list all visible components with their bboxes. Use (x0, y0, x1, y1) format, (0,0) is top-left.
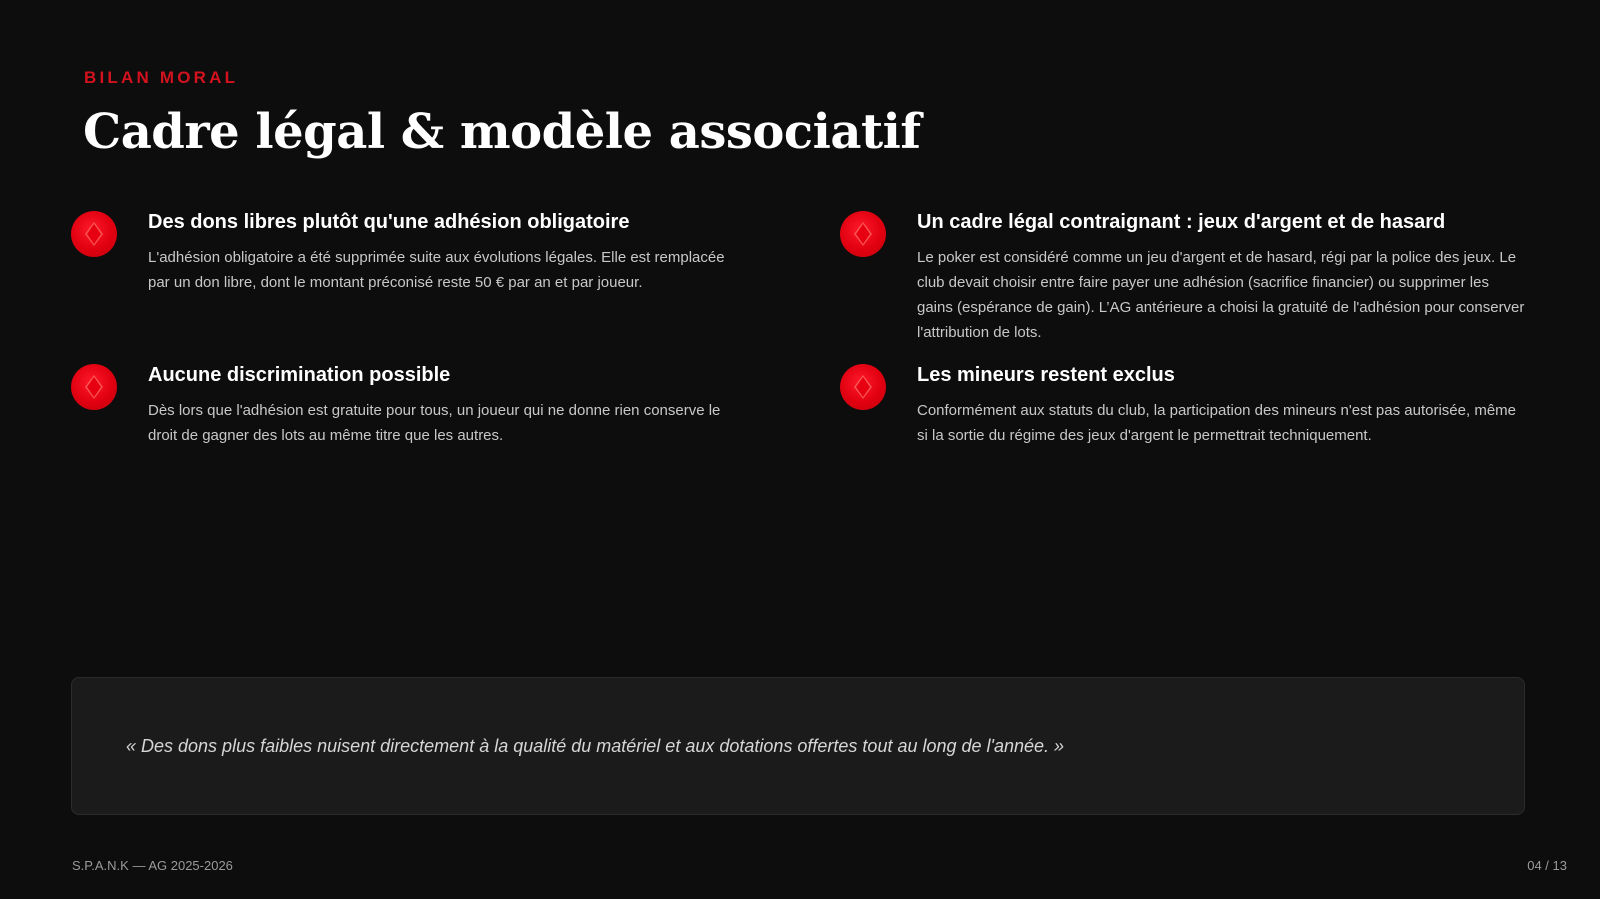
point-heading: Un cadre légal contraignant : jeux d'argent et de hasard (917, 211, 1446, 233)
quote-text: « Des dons plus faibles nuisent directement à la qualité du matériel et aux dotations offertes tout au long de l'année. » (126, 735, 1065, 756)
point-body: Dès lors que l'adhésion est gratuite pour tous, un joueur qui ne donne rien conserve le droit de gagner des lots au même titre que les autres. (148, 402, 721, 444)
point-heading: Aucune discrimination possible (148, 364, 451, 386)
point-discrimination (71, 363, 761, 448)
diamond-suit-icon (840, 211, 886, 257)
quote-box (71, 677, 1525, 815)
diamond-suit-icon (71, 211, 117, 257)
page-number: 04 / 13 (1527, 858, 1567, 873)
slide-title: Cadre légal & modèle associatif (83, 104, 921, 160)
point-body: L'adhésion obligatoire a été supprimée suite aux évolutions légales. Elle est remplacée par un don libre, dont le montant préconisé reste 50 € par an et par joueur. (148, 249, 725, 291)
footer-org: S.P.A.N.K — AG 2025-2026 (72, 858, 233, 873)
point-mineurs (840, 363, 1530, 448)
point-body: Conformément aux statuts du club, la participation des mineurs n'est pas autorisée, même si la sortie du régime des jeux d'argent le permettrait techniquement. (917, 402, 1516, 444)
section-eyebrow: BILAN MORAL (84, 68, 239, 87)
point-heading: Les mineurs restent exclus (917, 364, 1175, 386)
diamond-suit-icon (840, 364, 886, 410)
point-heading: Des dons libres plutôt qu'une adhésion obligatoire (148, 211, 630, 233)
point-cadre-legal (840, 210, 1530, 345)
point-body: Le poker est considéré comme un jeu d'argent et de hasard, régi par la police des jeux. Le club devait choisir entre faire payer une adhésion (sacrifice financier) ou supprimer les gains (espérance de gain). L’AG antérieure a choisi la gratuité de l'adhésion pour conserver l'attribution de lots. (917, 249, 1525, 341)
point-dons-libres (71, 210, 761, 295)
diamond-suit-icon (71, 364, 117, 410)
